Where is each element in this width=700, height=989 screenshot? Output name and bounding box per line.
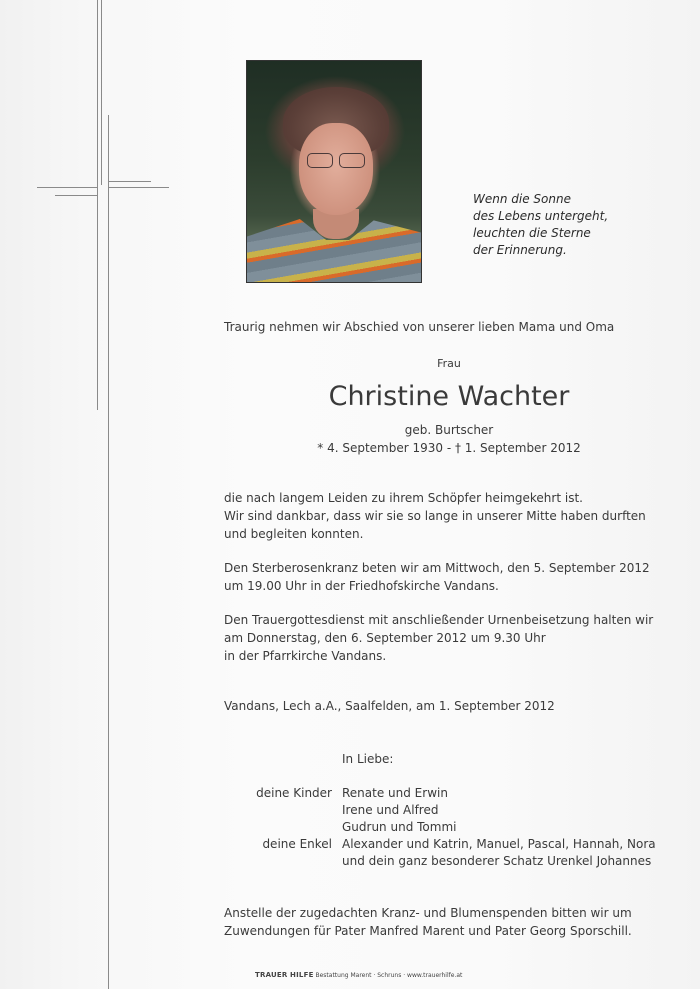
children-label: deine Kinder [256,786,332,800]
deceased-name: Christine Wachter [328,381,570,412]
text-line: und begleiten konnten. [224,527,364,541]
quote-line: Wenn die Sonne [473,192,571,206]
grandchild-entry: und dein ganz besonderer Schatz Urenkel Johannes [342,854,652,868]
footer-brand: TRAUER HILFE [255,971,314,979]
memorial-quote [473,191,608,259]
footer-imprint [255,971,462,979]
text-line: Wir sind dankbar, dass wir sie so lange in unserer Mitte haben durften [224,509,646,523]
text-line: um 19.00 Uhr in der Friedhofskirche Vandans. [224,579,499,593]
child-entry: Gudrun und Tommi [342,820,457,834]
text-line: Zuwendungen für Pater Manfred Marent und Pater Georg Sporschill. [224,924,632,938]
text-line: am Donnerstag, den 6. September 2012 um 9.30 Uhr [224,631,546,645]
text-line: Anstelle der zugedachten Kranz- und Blumenspenden bitten wir um [224,906,632,920]
place-date: Vandans, Lech a.A., Saalfelden, am 1. September 2012 [224,699,555,713]
child-entry: Irene und Alfred [342,803,439,817]
quote-line: leuchten die Sterne [473,226,591,240]
in-love-label: In Liebe: [342,752,394,766]
birth-name: geb. Burtscher [404,423,494,437]
grandchild-entry: Alexander und Katrin, Manuel, Pascal, Hannah, Nora [342,837,656,851]
text-line: in der Pfarrkirche Vandans. [224,649,387,663]
text-line: die nach langem Leiden zu ihrem Schöpfer heimgekehrt ist. [224,491,583,505]
intro-text: Traurig nehmen wir Abschied von unserer lieben Mama und Oma [224,320,615,334]
quote-line: der Erinnerung. [473,243,567,257]
life-dates: * 4. September 1930 - † 1. September 2012 [317,441,581,455]
text-line: Den Sterberosenkranz beten wir am Mittwoch, den 5. September 2012 [224,561,650,575]
footer-text: Bestattung Marent · Schruns · www.trauerhilfe.at [315,972,463,979]
grandchildren-label: deine Enkel [262,837,332,851]
portrait-photo [246,60,422,283]
salutation: Frau [437,357,461,370]
child-entry: Renate und Erwin [342,786,448,800]
text-line: Den Trauergottesdienst mit anschließender Urnenbeisetzung halten wir [224,613,654,627]
quote-line: des Lebens untergeht, [473,209,609,223]
